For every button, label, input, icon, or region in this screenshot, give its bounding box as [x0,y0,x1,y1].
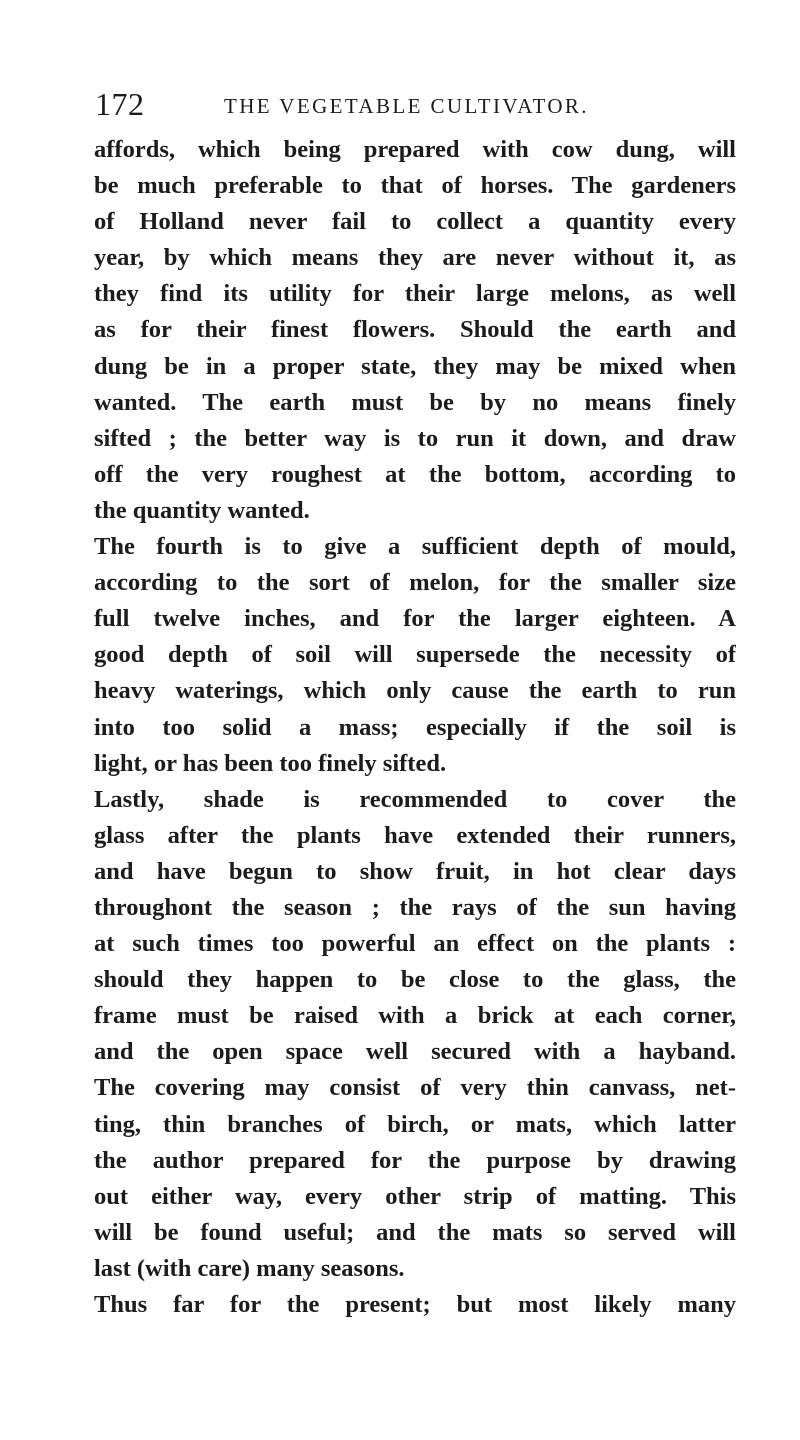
text-line-27: The covering may consist of very thin canvass, net- [94,1074,736,1102]
body-text [94,132,736,1323]
text-line-14: full twelve inches, and for the larger eighteen. A [94,605,736,633]
running-title: THE VEGETABLE CULTIVATOR. [224,94,589,118]
running-head [95,84,745,124]
text-line-10: off the very roughest at the bottom, according to [94,460,736,488]
text-line-22: throughont the season ; the rays of the sun having [94,893,736,921]
text-line-2: be much preferable to that of horses. The gardeners [94,172,736,200]
text-line-30: out either way, every other strip of matting. This [94,1182,736,1210]
text-line-26: and the open space well secured with a hayband. [94,1038,736,1066]
text-line-18: light, or has been too finely sifted. [94,749,447,777]
text-line-15: good depth of soil will supersede the necessity of [94,641,736,669]
text-line-5: they find its utility for their large melons, as well [94,280,736,308]
text-line-3: of Holland never fail to collect a quantity every [94,208,736,236]
text-line-24: should they happen to be close to the glass, the [94,966,736,994]
text-line-28: ting, thin branches of birch, or mats, which latter [94,1110,736,1138]
text-line-12: The fourth is to give a sufficient depth of mould, [94,533,736,561]
text-line-6: as for their finest flowers. Should the earth and [94,316,736,344]
text-line-32: last (with care) many seasons. [94,1254,405,1282]
text-line-9: sifted ; the better way is to run it down, and draw [94,424,736,452]
text-line-13: according to the sort of melon, for the smaller size [94,569,736,597]
text-line-20: glass after the plants have extended their runners, [94,821,736,849]
text-line-25: frame must be raised with a brick at each corner, [94,1002,736,1030]
text-line-7: dung be in a proper state, they may be mixed when [94,352,736,380]
text-line-29: the author prepared for the purpose by drawing [94,1146,736,1174]
text-line-31: will be found useful; and the mats so served will [94,1218,736,1246]
page-number: 172 [95,86,145,122]
text-line-1: affords, which being prepared with cow dung, will [94,136,736,163]
text-line-8: wanted. The earth must be by no means finely [94,388,736,416]
text-line-11: the quantity wanted. [94,496,310,524]
text-line-17: into too solid a mass; especially if the soil is [94,713,736,741]
text-line-16: heavy waterings, which only cause the earth to run [94,677,736,705]
text-line-21: and have begun to show fruit, in hot clear days [94,857,736,885]
text-line-19: Lastly, shade is recommended to cover the [94,785,736,813]
text-line-4: year, by which means they are never without it, as [94,244,736,272]
text-line-33: Thus far for the present; but most likely many [94,1291,736,1318]
text-line-23: at such times too powerful an effect on the plants : [94,930,736,958]
